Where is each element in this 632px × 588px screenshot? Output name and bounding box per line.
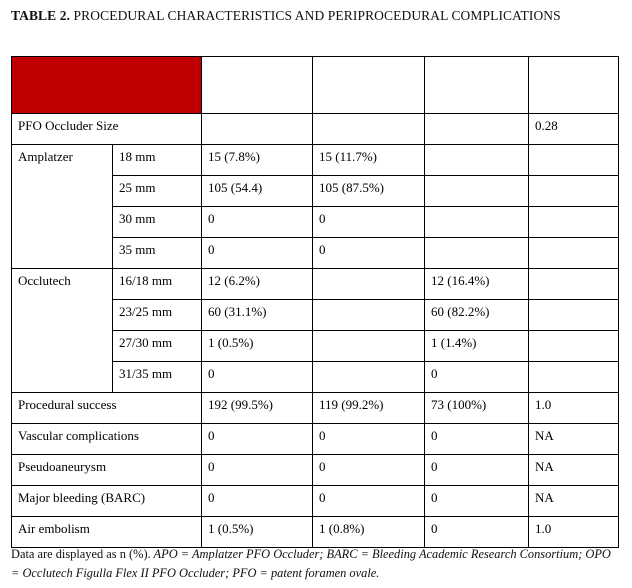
cell-all-patients-procedural-success: 192 (99.5%) [202, 393, 313, 424]
cell-opo-device-occlutech-27-30mm: 1 (1.4%) [425, 331, 529, 362]
row-label-air-embolism: Air embolism [12, 517, 202, 548]
cell-all-patients-amplatzer-18mm: 15 (7.8%) [202, 145, 313, 176]
cell-opo-device-amplatzer-25mm [425, 176, 529, 207]
cell-apo-device-occlutech-31-35mm [313, 362, 425, 393]
cell-apo-device-procedural-success: 119 (99.2%) [313, 393, 425, 424]
cell-p-value-occlutech-27-30mm [529, 331, 619, 362]
cell-opo-device-air-embolism: 0 [425, 517, 529, 548]
row-label-major-bleeding-barc: Major bleeding (BARC) [12, 486, 202, 517]
cell-opo-device-amplatzer-30mm [425, 207, 529, 238]
table-container [11, 56, 618, 548]
cell-apo-device-amplatzer-35mm: 0 [313, 238, 425, 269]
header-all-patients-label: All patients [208, 61, 269, 76]
table-row [12, 145, 619, 176]
cell-apo-device-amplatzer-30mm: 0 [313, 207, 425, 238]
row-label-occlutech-16-18mm: 16/18 mm [113, 269, 202, 300]
row-label-pfo-occluder-size: PFO Occluder Size [12, 114, 202, 145]
cell-p-value-amplatzer-35mm [529, 238, 619, 269]
cell-opo-device-occlutech-16-18mm: 12 (16.4%) [425, 269, 529, 300]
table-row [12, 486, 619, 517]
procedural-characteristics-table [11, 56, 619, 548]
header-cell-opo-device [425, 57, 529, 114]
cell-apo-device-pseudoaneurysm: 0 [313, 455, 425, 486]
cell-all-patients-occlutech-23-25mm: 60 (31.1%) [202, 300, 313, 331]
cell-p-value-amplatzer-25mm [529, 176, 619, 207]
footnote-italic: APO = Amplatzer PFO Occluder; BARC = Bleeding Academic Research Consortium; OPO = Occlutech Figulla Flex II PFO Occluder; PFO = patent foramen ovale. [11, 547, 611, 580]
table-row [12, 424, 619, 455]
row-label-amplatzer-30mm: 30 mm [113, 207, 202, 238]
header-cell-apo-device [313, 57, 425, 114]
table-footnote [11, 545, 621, 583]
page-title [11, 6, 611, 26]
table-row [12, 114, 619, 145]
cell-opo-device-occlutech-31-35mm: 0 [425, 362, 529, 393]
cell-all-patients-amplatzer-25mm: 105 (54.4) [202, 176, 313, 207]
cell-all-patients-pfo-occluder-size [202, 114, 313, 145]
header-apo-device-n: (n = 120) [319, 91, 368, 106]
footnote-plain: Data are displayed as n (%). [11, 547, 151, 561]
cell-apo-device-occlutech-27-30mm [313, 331, 425, 362]
row-label-amplatzer-18mm: 18 mm [113, 145, 202, 176]
header-p-value-label [535, 61, 612, 76]
table-row [12, 393, 619, 424]
cell-apo-device-pfo-occluder-size [313, 114, 425, 145]
cell-p-value-vascular-complications: NA [529, 424, 619, 455]
cell-p-value-air-embolism: 1.0 [529, 517, 619, 548]
cell-all-patients-occlutech-31-35mm: 0 [202, 362, 313, 393]
table-row [12, 455, 619, 486]
row-label-occlutech-23-25mm: 23/25 mm [113, 300, 202, 331]
cell-all-patients-occlutech-16-18mm: 12 (6.2%) [202, 269, 313, 300]
row-label-occlutech-31-35mm: 31/35 mm [113, 362, 202, 393]
cell-p-value-occlutech-31-35mm [529, 362, 619, 393]
row-label-vascular-complications: Vascular complications [12, 424, 202, 455]
header-row [12, 57, 619, 114]
header-p-rest: -value [542, 61, 576, 76]
header-opo-device-label: OPO device [431, 61, 495, 76]
group-label-occlutech: Occlutech [12, 269, 113, 393]
group-label-amplatzer: Amplatzer [12, 145, 113, 269]
cell-p-value-procedural-success: 1.0 [529, 393, 619, 424]
cell-p-value-occlutech-16-18mm [529, 269, 619, 300]
cell-opo-device-major-bleeding-barc: 0 [425, 486, 529, 517]
table-body [12, 114, 619, 548]
cell-opo-device-amplatzer-35mm [425, 238, 529, 269]
header-apo-device-label: APO device [319, 61, 383, 76]
cell-p-value-amplatzer-30mm [529, 207, 619, 238]
cell-p-value-pfo-occluder-size: 0.28 [529, 114, 619, 145]
cell-opo-device-pfo-occluder-size [425, 114, 529, 145]
cell-all-patients-pseudoaneurysm: 0 [202, 455, 313, 486]
cell-apo-device-air-embolism: 1 (0.8%) [313, 517, 425, 548]
table-title-text: PROCEDURAL CHARACTERISTICS AND PERIPROCEDURAL COMPLICATIONS [70, 8, 561, 23]
cell-p-value-major-bleeding-barc: NA [529, 486, 619, 517]
cell-all-patients-amplatzer-35mm: 0 [202, 238, 313, 269]
cell-all-patients-vascular-complications: 0 [202, 424, 313, 455]
cell-all-patients-air-embolism: 1 (0.5%) [202, 517, 313, 548]
cell-p-value-amplatzer-18mm [529, 145, 619, 176]
cell-opo-device-vascular-complications: 0 [425, 424, 529, 455]
row-label-amplatzer-25mm: 25 mm [113, 176, 202, 207]
cell-apo-device-major-bleeding-barc: 0 [313, 486, 425, 517]
cell-apo-device-occlutech-23-25mm [313, 300, 425, 331]
cell-p-value-occlutech-23-25mm [529, 300, 619, 331]
table-row [12, 517, 619, 548]
cell-opo-device-occlutech-23-25mm: 60 (82.2%) [425, 300, 529, 331]
row-label-pseudoaneurysm: Pseudoaneurysm [12, 455, 202, 486]
row-label-procedural-success: Procedural success [12, 393, 202, 424]
cell-all-patients-amplatzer-30mm: 0 [202, 207, 313, 238]
cell-all-patients-major-bleeding-barc: 0 [202, 486, 313, 517]
cell-opo-device-procedural-success: 73 (100%) [425, 393, 529, 424]
row-label-amplatzer-35mm: 35 mm [113, 238, 202, 269]
cell-apo-device-occlutech-16-18mm [313, 269, 425, 300]
table-number: TABLE 2. [11, 8, 71, 23]
cell-opo-device-pseudoaneurysm: 0 [425, 455, 529, 486]
row-label-occlutech-27-30mm: 27/30 mm [113, 331, 202, 362]
cell-apo-device-amplatzer-25mm: 105 (87.5%) [313, 176, 425, 207]
cell-opo-device-amplatzer-18mm [425, 145, 529, 176]
header-cell-blank [12, 57, 202, 114]
header-cell-p-value [529, 57, 619, 114]
table-header [12, 57, 619, 114]
table-row [12, 269, 619, 300]
header-cell-all-patients [202, 57, 313, 114]
header-all-patients-n: (n = 193) [208, 91, 257, 106]
cell-apo-device-vascular-complications: 0 [313, 424, 425, 455]
header-opo-device-n: (n = 73) [431, 91, 473, 106]
cell-apo-device-amplatzer-18mm: 15 (11.7%) [313, 145, 425, 176]
cell-all-patients-occlutech-27-30mm: 1 (0.5%) [202, 331, 313, 362]
header-p-italic: P [535, 61, 543, 76]
cell-p-value-pseudoaneurysm: NA [529, 455, 619, 486]
